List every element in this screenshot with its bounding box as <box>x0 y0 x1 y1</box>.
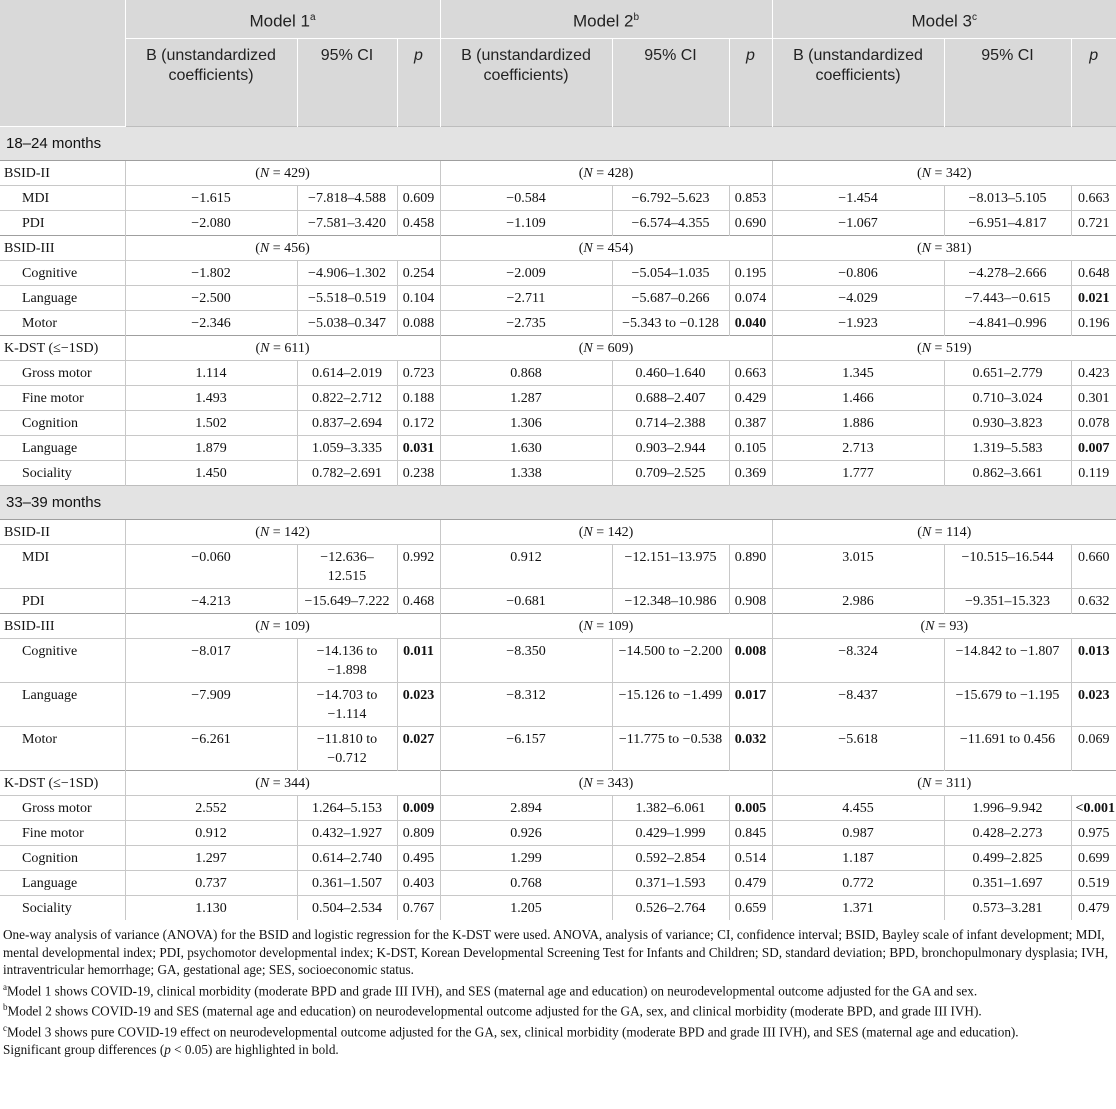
col-ci-model-2: 95% CI <box>612 39 729 127</box>
p-value: 0.078 <box>1071 411 1116 436</box>
p-value: 0.632 <box>1071 589 1116 614</box>
b-value: 1.205 <box>440 896 612 921</box>
row-label: Fine motor <box>0 821 125 846</box>
p-value: 0.007 <box>1071 436 1116 461</box>
group-row <box>0 161 1116 186</box>
ci-value: 0.837–2.694 <box>297 411 397 436</box>
row-label: MDI <box>0 186 125 211</box>
b-value: 2.894 <box>440 796 612 821</box>
model-3-header: Model 3$^c$ <box>772 0 1116 39</box>
table-row <box>0 871 1116 896</box>
b-value: −8.017 <box>125 639 297 683</box>
ci-value: 0.592–2.854 <box>612 846 729 871</box>
b-value: −1.802 <box>125 261 297 286</box>
table-row <box>0 311 1116 336</box>
b-value: −7.909 <box>125 683 297 727</box>
p-value: 0.387 <box>729 411 772 436</box>
b-value: 0.987 <box>772 821 944 846</box>
table-row <box>0 411 1116 436</box>
section-title: 33–39 months <box>0 486 1116 520</box>
ci-value: −11.775 to −0.538 <box>612 727 729 771</box>
ci-value: 0.930–3.823 <box>944 411 1071 436</box>
ci-value: −11.810 to −0.712 <box>297 727 397 771</box>
ci-value: 0.573–3.281 <box>944 896 1071 921</box>
section-row <box>0 127 1116 161</box>
group-row <box>0 236 1116 261</box>
p-value: 0.495 <box>397 846 440 871</box>
b-value: −0.060 <box>125 545 297 589</box>
p-value: 0.975 <box>1071 821 1116 846</box>
p-value: 0.458 <box>397 211 440 236</box>
p-value: 0.648 <box>1071 261 1116 286</box>
ci-value: −11.691 to 0.456 <box>944 727 1071 771</box>
b-value: 4.455 <box>772 796 944 821</box>
row-label: Sociality <box>0 461 125 486</box>
ci-value: −5.343 to −0.128 <box>612 311 729 336</box>
group-row <box>0 336 1116 361</box>
p-value: 0.690 <box>729 211 772 236</box>
col-b-model-2: B (unstandardized coefficients) <box>440 39 612 127</box>
p-value: 0.172 <box>397 411 440 436</box>
section-row <box>0 486 1116 520</box>
ci-value: −12.348–10.986 <box>612 589 729 614</box>
ci-value: 0.614–2.740 <box>297 846 397 871</box>
ci-value: 1.382–6.061 <box>612 796 729 821</box>
p-value: 0.609 <box>397 186 440 211</box>
group-label: K-DST (≤−1SD) <box>0 771 125 796</box>
b-value: −2.735 <box>440 311 612 336</box>
b-value: 1.450 <box>125 461 297 486</box>
b-value: −4.213 <box>125 589 297 614</box>
group-row <box>0 520 1116 545</box>
ci-value: 0.710–3.024 <box>944 386 1071 411</box>
ci-value: −8.013–5.105 <box>944 186 1071 211</box>
table-row <box>0 821 1116 846</box>
ci-value: 0.822–2.712 <box>297 386 397 411</box>
p-value: 0.514 <box>729 846 772 871</box>
ci-value: −7.818–4.588 <box>297 186 397 211</box>
p-value: 0.009 <box>397 796 440 821</box>
ci-value: −15.126 to −1.499 <box>612 683 729 727</box>
p-value: 0.008 <box>729 639 772 683</box>
table-row <box>0 796 1116 821</box>
b-value: 1.371 <box>772 896 944 921</box>
footnote-c: $^c$Model 3 shows pure COVID-19 effect on neurodevelopmental outcome adjusted for the GA, sex, clinical morbidity (moderate BPD and grade III IVH), and SES (maternal age and education). <box>3 1023 1019 1040</box>
row-label: PDI <box>0 589 125 614</box>
col-p-model-1: p <box>397 39 440 127</box>
b-value: −8.437 <box>772 683 944 727</box>
p-value: 0.479 <box>729 871 772 896</box>
ci-value: 0.526–2.764 <box>612 896 729 921</box>
ci-value: 0.499–2.825 <box>944 846 1071 871</box>
table-row <box>0 896 1116 921</box>
p-value: 0.023 <box>1071 683 1116 727</box>
table-footnotes <box>0 920 1116 1059</box>
row-label: Fine motor <box>0 386 125 411</box>
p-value: 0.069 <box>1071 727 1116 771</box>
ci-value: −14.500 to −2.200 <box>612 639 729 683</box>
ci-value: 0.709–2.525 <box>612 461 729 486</box>
group-n-value: (N = 142) <box>125 520 440 545</box>
row-label: Cognitive <box>0 639 125 683</box>
p-value: 0.196 <box>1071 311 1116 336</box>
b-value: −8.312 <box>440 683 612 727</box>
ci-value: −9.351–15.323 <box>944 589 1071 614</box>
b-value: 1.630 <box>440 436 612 461</box>
b-value: 1.299 <box>440 846 612 871</box>
ci-value: 1.319–5.583 <box>944 436 1071 461</box>
p-value: 0.074 <box>729 286 772 311</box>
group-label: BSID-II <box>0 161 125 186</box>
ci-value: −12.636–12.515 <box>297 545 397 589</box>
p-value: 0.663 <box>1071 186 1116 211</box>
group-n-value: (N = 93) <box>772 614 1116 639</box>
model-2-header: Model 2$^b$ <box>440 0 772 39</box>
b-value: −1.615 <box>125 186 297 211</box>
row-label: Language <box>0 286 125 311</box>
row-label: Language <box>0 683 125 727</box>
ci-value: −15.679 to −1.195 <box>944 683 1071 727</box>
row-label: Motor <box>0 727 125 771</box>
model-1-header: Model 1$^a$ <box>125 0 440 39</box>
table-row <box>0 545 1116 589</box>
row-label: Cognition <box>0 846 125 871</box>
p-value: 0.890 <box>729 545 772 589</box>
b-value: 0.912 <box>440 545 612 589</box>
b-value: 0.768 <box>440 871 612 896</box>
group-label: BSID-III <box>0 614 125 639</box>
col-p-model-3: p <box>1071 39 1116 127</box>
table-row <box>0 286 1116 311</box>
group-n-value: (N = 109) <box>125 614 440 639</box>
group-n-value: (N = 454) <box>440 236 772 261</box>
ci-value: −7.581–3.420 <box>297 211 397 236</box>
p-value: <0.001 <box>1071 796 1116 821</box>
ci-value: −5.038–0.347 <box>297 311 397 336</box>
ci-value: −14.703 to −1.114 <box>297 683 397 727</box>
table-row <box>0 639 1116 683</box>
row-label: MDI <box>0 545 125 589</box>
row-label: PDI <box>0 211 125 236</box>
row-label: Cognitive <box>0 261 125 286</box>
p-value: 0.660 <box>1071 545 1116 589</box>
ci-value: 0.504–2.534 <box>297 896 397 921</box>
table-row <box>0 386 1116 411</box>
footnote-significance: Significant group differences (p < 0.05) are highlighted in bold. <box>3 1042 339 1058</box>
b-value: −2.009 <box>440 261 612 286</box>
p-value: 0.403 <box>397 871 440 896</box>
row-label: Motor <box>0 311 125 336</box>
group-label: K-DST (≤−1SD) <box>0 336 125 361</box>
group-label: BSID-III <box>0 236 125 261</box>
b-value: 1.493 <box>125 386 297 411</box>
p-value: 0.021 <box>1071 286 1116 311</box>
p-value: 0.088 <box>397 311 440 336</box>
p-value: 0.723 <box>397 361 440 386</box>
b-value: 1.879 <box>125 436 297 461</box>
header-corner <box>0 0 125 127</box>
p-value: 0.188 <box>397 386 440 411</box>
table-row <box>0 683 1116 727</box>
ci-value: −10.515–16.544 <box>944 545 1071 589</box>
p-value: 0.013 <box>1071 639 1116 683</box>
table-row <box>0 261 1116 286</box>
group-n-value: (N = 381) <box>772 236 1116 261</box>
b-value: −2.080 <box>125 211 297 236</box>
table-row <box>0 846 1116 871</box>
ci-value: 0.903–2.944 <box>612 436 729 461</box>
row-label: Language <box>0 436 125 461</box>
col-ci-model-1: 95% CI <box>297 39 397 127</box>
table-row <box>0 436 1116 461</box>
b-value: −6.261 <box>125 727 297 771</box>
ci-value: −14.136 to −1.898 <box>297 639 397 683</box>
b-value: 1.345 <box>772 361 944 386</box>
ci-value: 0.862–3.661 <box>944 461 1071 486</box>
ci-value: 1.264–5.153 <box>297 796 397 821</box>
group-n-value: (N = 142) <box>440 520 772 545</box>
ci-value: −5.518–0.519 <box>297 286 397 311</box>
table-row <box>0 727 1116 771</box>
group-n-value: (N = 114) <box>772 520 1116 545</box>
p-value: 0.468 <box>397 589 440 614</box>
b-value: 1.130 <box>125 896 297 921</box>
p-value: 0.908 <box>729 589 772 614</box>
section-title: 18–24 months <box>0 127 1116 161</box>
b-value: −1.109 <box>440 211 612 236</box>
footnote-b: $^b$Model 2 shows COVID-19 and SES (maternal age and education) on neurodevelopmental outcome adjusted for the GA, sex, and clinical morbidity (moderate BPD, and grade III IVH). <box>3 1002 982 1019</box>
ci-value: −4.278–2.666 <box>944 261 1071 286</box>
col-ci-model-3: 95% CI <box>944 39 1071 127</box>
ci-value: −6.951–4.817 <box>944 211 1071 236</box>
p-value: 0.011 <box>397 639 440 683</box>
p-value: 0.992 <box>397 545 440 589</box>
p-value: 0.519 <box>1071 871 1116 896</box>
b-value: 1.297 <box>125 846 297 871</box>
b-value: −2.346 <box>125 311 297 336</box>
b-value: −1.067 <box>772 211 944 236</box>
b-value: 1.502 <box>125 411 297 436</box>
b-value: −2.711 <box>440 286 612 311</box>
p-value: 0.853 <box>729 186 772 211</box>
group-row <box>0 614 1116 639</box>
ci-value: 0.688–2.407 <box>612 386 729 411</box>
p-value: 0.027 <box>397 727 440 771</box>
b-value: −5.618 <box>772 727 944 771</box>
b-value: 2.552 <box>125 796 297 821</box>
p-value: 0.105 <box>729 436 772 461</box>
ci-value: −7.443–−0.615 <box>944 286 1071 311</box>
group-n-value: (N = 344) <box>125 771 440 796</box>
group-n-value: (N = 609) <box>440 336 772 361</box>
p-value: 0.479 <box>1071 896 1116 921</box>
p-value: 0.017 <box>729 683 772 727</box>
table-row <box>0 461 1116 486</box>
table-row <box>0 589 1116 614</box>
p-value: 0.254 <box>397 261 440 286</box>
row-label: Sociality <box>0 896 125 921</box>
row-label: Gross motor <box>0 361 125 386</box>
b-value: 1.306 <box>440 411 612 436</box>
b-value: 1.114 <box>125 361 297 386</box>
group-n-value: (N = 428) <box>440 161 772 186</box>
p-value: 0.721 <box>1071 211 1116 236</box>
ci-value: 0.432–1.927 <box>297 821 397 846</box>
ci-value: 0.429–1.999 <box>612 821 729 846</box>
col-p-model-2: p <box>729 39 772 127</box>
ci-value: 1.059–3.335 <box>297 436 397 461</box>
b-value: 0.737 <box>125 871 297 896</box>
row-label: Gross motor <box>0 796 125 821</box>
footnote-a: $^a$Model 1 shows COVID-19, clinical morbidity (moderate BPD and grade III IVH), and SES (maternal age and education) on neurodevelopmental outcome adjusted for the GA and sex. <box>3 981 978 998</box>
row-label: Cognition <box>0 411 125 436</box>
table-row <box>0 211 1116 236</box>
p-value: 0.119 <box>1071 461 1116 486</box>
p-value: 0.301 <box>1071 386 1116 411</box>
footnote-main: One-way analysis of variance (ANOVA) for the BSID and logistic regression for the K-DST were used. ANOVA, analysis of variance; CI, confidence interval; BSID, Bayley scale of infant development; MDI, mental developmental index; PDI, psychomotor developmental index; K-DST, Korean Developmental Screening Test for Infants and Children; SD, standard deviation; BPD, bronchopulmonary dysplasia; IVH, intraventricular hemorrhage; GA, gestational age; SES, socioeconomic status. <box>3 927 1108 977</box>
group-n-value: (N = 311) <box>772 771 1116 796</box>
p-value: 0.005 <box>729 796 772 821</box>
p-value: 0.659 <box>729 896 772 921</box>
group-n-value: (N = 342) <box>772 161 1116 186</box>
ci-value: −14.842 to −1.807 <box>944 639 1071 683</box>
b-value: 1.886 <box>772 411 944 436</box>
b-value: 0.912 <box>125 821 297 846</box>
group-n-value: (N = 519) <box>772 336 1116 361</box>
ci-value: −5.054–1.035 <box>612 261 729 286</box>
row-label: Language <box>0 871 125 896</box>
group-n-value: (N = 109) <box>440 614 772 639</box>
ci-value: −4.906–1.302 <box>297 261 397 286</box>
table-body <box>0 127 1116 921</box>
p-value: 0.663 <box>729 361 772 386</box>
b-value: 0.868 <box>440 361 612 386</box>
ci-value: 1.996–9.942 <box>944 796 1071 821</box>
p-value: 0.040 <box>729 311 772 336</box>
p-value: 0.429 <box>729 386 772 411</box>
table-row <box>0 361 1116 386</box>
p-value: 0.195 <box>729 261 772 286</box>
group-n-value: (N = 343) <box>440 771 772 796</box>
ci-value: −15.649–7.222 <box>297 589 397 614</box>
group-n-value: (N = 611) <box>125 336 440 361</box>
b-value: −1.454 <box>772 186 944 211</box>
ci-value: 0.782–2.691 <box>297 461 397 486</box>
ci-value: 0.428–2.273 <box>944 821 1071 846</box>
ci-value: −6.574–4.355 <box>612 211 729 236</box>
ci-value: 0.651–2.779 <box>944 361 1071 386</box>
b-value: −0.584 <box>440 186 612 211</box>
b-value: 1.187 <box>772 846 944 871</box>
ci-value: 0.614–2.019 <box>297 361 397 386</box>
ci-value: 0.371–1.593 <box>612 871 729 896</box>
ci-value: 0.714–2.388 <box>612 411 729 436</box>
b-value: −0.806 <box>772 261 944 286</box>
ci-value: −4.841–0.996 <box>944 311 1071 336</box>
table-row <box>0 186 1116 211</box>
group-n-value: (N = 429) <box>125 161 440 186</box>
b-value: −1.923 <box>772 311 944 336</box>
b-value: −6.157 <box>440 727 612 771</box>
p-value: 0.032 <box>729 727 772 771</box>
b-value: 1.287 <box>440 386 612 411</box>
b-value: 2.713 <box>772 436 944 461</box>
ci-value: 0.351–1.697 <box>944 871 1071 896</box>
ci-value: 0.460–1.640 <box>612 361 729 386</box>
ci-value: −12.151–13.975 <box>612 545 729 589</box>
b-value: −2.500 <box>125 286 297 311</box>
b-value: 1.338 <box>440 461 612 486</box>
ci-value: −6.792–5.623 <box>612 186 729 211</box>
group-n-value: (N = 456) <box>125 236 440 261</box>
b-value: −4.029 <box>772 286 944 311</box>
p-value: 0.104 <box>397 286 440 311</box>
b-value: 0.926 <box>440 821 612 846</box>
ci-value: −5.687–0.266 <box>612 286 729 311</box>
group-row <box>0 771 1116 796</box>
b-value: 0.772 <box>772 871 944 896</box>
p-value: 0.238 <box>397 461 440 486</box>
p-value: 0.699 <box>1071 846 1116 871</box>
p-value: 0.031 <box>397 436 440 461</box>
col-b-model-3: B (unstandardized coefficients) <box>772 39 944 127</box>
p-value: 0.023 <box>397 683 440 727</box>
b-value: −8.350 <box>440 639 612 683</box>
b-value: −0.681 <box>440 589 612 614</box>
p-value: 0.845 <box>729 821 772 846</box>
p-value: 0.369 <box>729 461 772 486</box>
b-value: 3.015 <box>772 545 944 589</box>
p-value: 0.809 <box>397 821 440 846</box>
b-value: 1.466 <box>772 386 944 411</box>
b-value: 2.986 <box>772 589 944 614</box>
p-value: 0.423 <box>1071 361 1116 386</box>
b-value: −8.324 <box>772 639 944 683</box>
p-value: 0.767 <box>397 896 440 921</box>
b-value: 1.777 <box>772 461 944 486</box>
group-label: BSID-II <box>0 520 125 545</box>
ci-value: 0.361–1.507 <box>297 871 397 896</box>
col-b-model-1: B (unstandardized coefficients) <box>125 39 297 127</box>
